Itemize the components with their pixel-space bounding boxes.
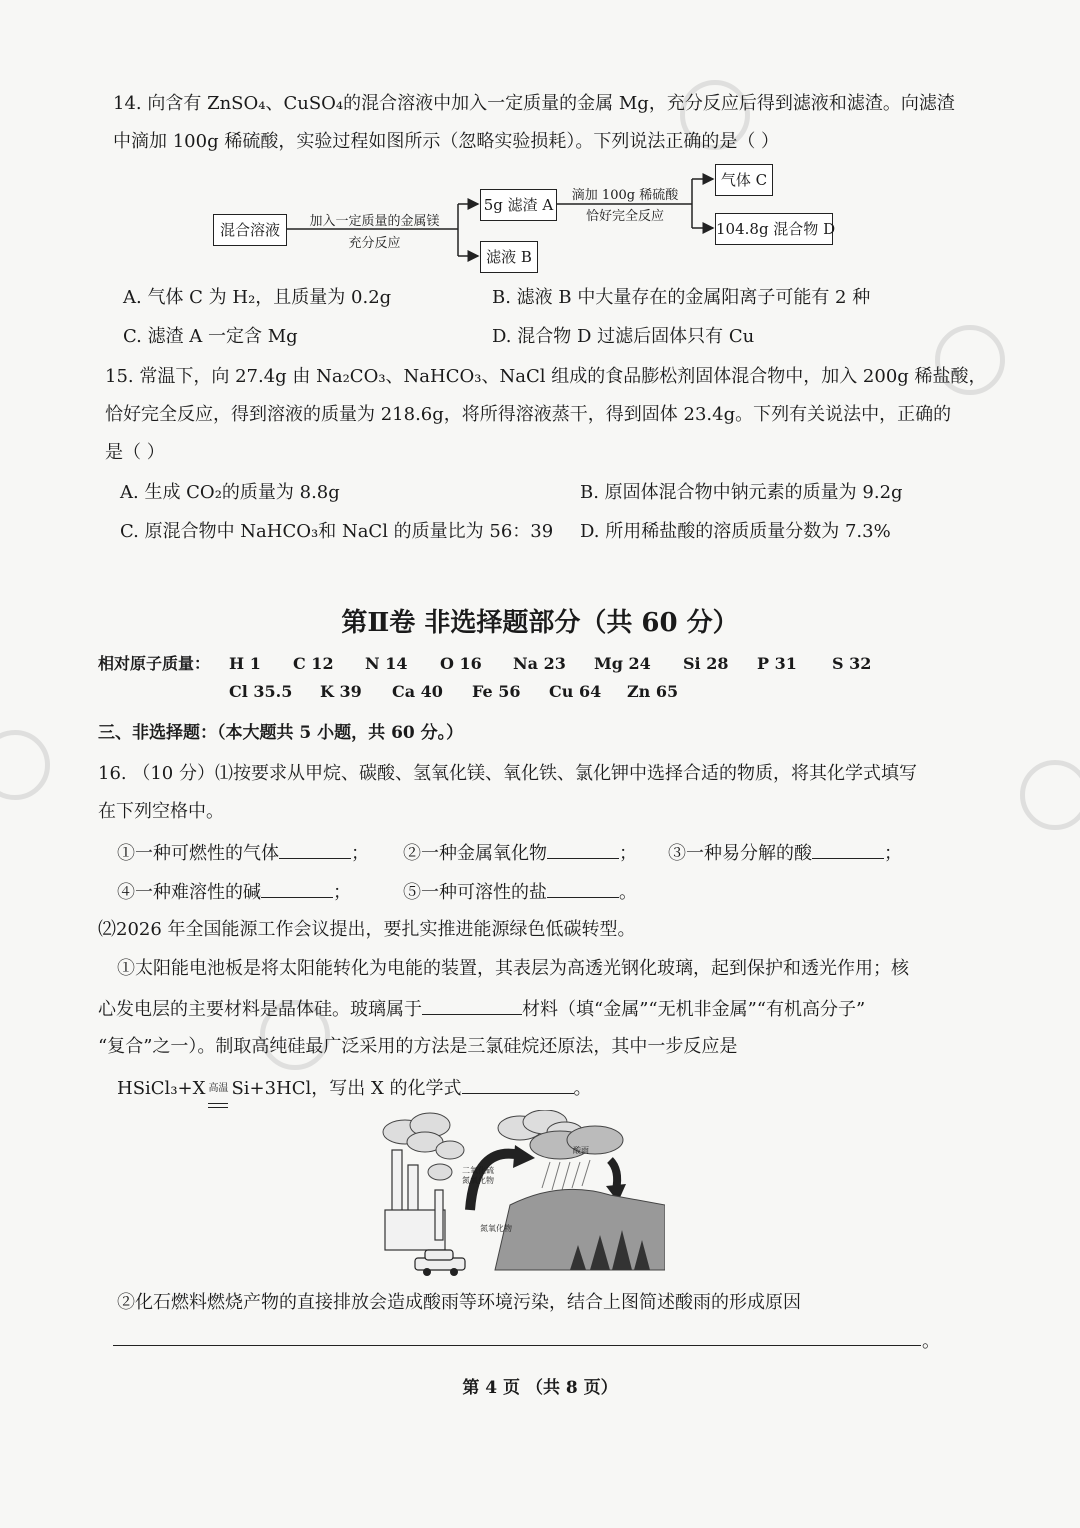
q16-item4	[117, 879, 351, 905]
q16-blank-2[interactable]	[547, 840, 619, 859]
q15-option-b: B. 原固体混合物中钠元素的质量为 9.2g	[580, 482, 903, 503]
q16-item3	[668, 840, 902, 866]
equation-period: 。	[573, 1078, 592, 1099]
q15-option-d: D. 所用稀盐酸的溶质质量分数为 7.3%	[580, 521, 891, 542]
flow-step2-bottom: 恰好完全反应	[585, 209, 664, 224]
flow-step1-bottom: 充分反应	[348, 236, 401, 251]
q16-item2	[403, 840, 637, 866]
q16-blank-3[interactable]	[812, 840, 884, 859]
q14-line2: 中滴加 100g 稀硫酸，实验过程如图所示（忽略实验损耗）。下列说法正确的是（ ）	[113, 131, 780, 152]
atomic-mass-item: Ca 40	[392, 682, 443, 701]
q16-part2-2: ②化石燃料燃烧产物的直接排放会造成酸雨等环境污染，结合上图简述酸雨的形成原因	[117, 1292, 801, 1313]
q16-item1	[117, 840, 369, 866]
q16-blank-4[interactable]	[261, 879, 333, 898]
q16-item5-label: ⑤一种可溶性的盐	[403, 882, 547, 903]
atomic-mass-item: Mg 24	[594, 654, 651, 673]
flow-gas-box: 气体 C	[715, 164, 773, 196]
flow-step1-top: 加入一定质量的金属镁	[309, 214, 440, 229]
q15-option-a: A. 生成 CO₂的质量为 8.8g	[120, 482, 340, 503]
q16-part2-1-line3: “复合”之一）。制取高纯硅最广泛采用的方法是三氯硅烷还原法，其中一步反应是	[98, 1036, 738, 1057]
flow-mixture-box: 104.8g 混合物 D	[715, 213, 833, 245]
q16-blank-x[interactable]	[462, 1075, 574, 1094]
equation-left: HSiCl₃+X	[117, 1078, 206, 1099]
q14-line1: 14. 向含有 ZnSO₄、CuSO₄的混合溶液中加入一定质量的金属 Mg，充分反应后得到滤液和滤渣。向滤渣	[113, 93, 955, 114]
atomic-mass-item: H 1	[229, 654, 261, 673]
atomic-mass-item: Na 23	[513, 654, 566, 673]
fig-label-nox2: 氮氧化物	[480, 1224, 512, 1233]
q16-item3-label: ③一种易分解的酸	[668, 843, 812, 864]
q16-item5-period: 。	[619, 882, 637, 903]
q15-option-c: C. 原混合物中 NaHCO₃和 NaCl 的质量比为 56：39	[120, 521, 554, 542]
q14-option-c: C. 滤渣 A 一定含 Mg	[123, 326, 298, 347]
atomic-mass-item: Cl 35.5	[229, 682, 293, 701]
acid-rain-illustration	[380, 1110, 665, 1280]
flow-filtrate-box: 滤液 B	[480, 241, 538, 273]
atomic-mass-item: Si 28	[683, 654, 729, 673]
atomic-mass-item: Fe 56	[472, 682, 521, 701]
atomic-mass-item: O 16	[440, 654, 482, 673]
watermark-icon	[1020, 760, 1080, 830]
q16-line2: 在下列空格中。	[98, 801, 224, 822]
q15-line3: 是（ ）	[105, 442, 165, 463]
atomic-mass-item: S 32	[832, 654, 872, 673]
q16-item5	[403, 879, 637, 905]
flow-arrows	[0, 0, 1080, 300]
atomic-mass-item: C 12	[293, 654, 334, 673]
q16-equation	[117, 1075, 592, 1101]
q16-item2-label: ②一种金属氧化物	[403, 843, 547, 864]
atomic-mass-item: K 39	[320, 682, 362, 701]
part2-title: 第Ⅱ卷 非选择题部分（共 60 分）	[341, 608, 739, 638]
q16-item4-semicolon: ；	[333, 882, 351, 903]
q16-part2-1-line1: ①太阳能电池板是将太阳能转化为电能的装置，其表层为高透光钢化玻璃，起到保护和透光作用；核	[117, 958, 909, 979]
q16-answer-line[interactable]	[113, 1345, 921, 1346]
watermark-icon	[0, 730, 50, 800]
atomic-mass-label: 相对原子质量：	[98, 654, 211, 673]
page-footer: 第 4 页 （共 8 页）	[462, 1378, 618, 1398]
equation-right: Si+3HCl，写出 X 的化学式	[231, 1078, 462, 1099]
q16-line1: 16. （10 分）⑴按要求从甲烷、碳酸、氢氧化镁、氧化铁、氯化钾中选择合适的物质，将其化学式填写	[98, 763, 917, 784]
fig-label-acid-rain: 酸雨	[573, 1146, 589, 1155]
equation-condition: 高温	[208, 1083, 229, 1094]
q15-line2: 恰好完全反应，得到溶液的质量为 218.6g，将所得溶液蒸干，得到固体 23.4g。下列有关说法中，正确的	[105, 404, 952, 425]
q14-option-b: B. 滤液 B 中大量存在的金属阳离子可能有 2 种	[492, 287, 871, 308]
fig-label-so2: 二氧化硫	[462, 1166, 494, 1175]
q14-option-d: D. 混合物 D 过滤后固体只有 Cu	[492, 326, 755, 347]
answer-line-period: 。	[922, 1331, 940, 1352]
fig-label-nox1: 氮氧化物	[462, 1176, 494, 1185]
q16-blank-5[interactable]	[547, 879, 619, 898]
atomic-mass-item: Cu 64	[549, 682, 602, 701]
q16-item1-label: ①一种可燃性的气体	[117, 843, 279, 864]
q16-blank-glass[interactable]	[422, 996, 522, 1015]
atomic-mass-item: P 31	[757, 654, 797, 673]
q16-blank-1[interactable]	[279, 840, 351, 859]
flow-residue-box: 5g 滤渣 A	[480, 189, 557, 221]
acid-rain-figure	[380, 1110, 665, 1280]
section3-heading: 三、非选择题：（本大题共 5 小题，共 60 分。）	[98, 723, 464, 743]
q16-part2-1-line2	[98, 996, 865, 1022]
flow-step2-top: 滴加 100g 稀硫酸	[571, 188, 679, 203]
atomic-mass-item: Zn 65	[627, 682, 679, 701]
q15-line1: 15. 常温下，向 27.4g 由 Na₂CO₃、NaHCO₃、NaCl 组成的食品膨松剂固体混合物中，加入 200g 稀盐酸，	[105, 366, 987, 387]
flow-start-box: 混合溶液	[213, 214, 287, 246]
q16-part2-1-line2-tail: 材料（填“金属”“无机非金属”“有机高分子”	[522, 999, 866, 1020]
q14-option-a: A. 气体 C 为 H₂，且质量为 0.2g	[123, 287, 392, 308]
q16-item1-semicolon: ；	[351, 843, 369, 864]
q16-item2-semicolon: ；	[619, 843, 637, 864]
q16-item4-label: ④一种难溶性的碱	[117, 882, 261, 903]
q16-item3-semicolon: ；	[884, 843, 902, 864]
q16-part2-intro: ⑵2026 年全国能源工作会议提出，要扎实推进能源绿色低碳转型。	[98, 919, 636, 940]
atomic-mass-item: N 14	[365, 654, 408, 673]
q16-part2-1-line2-head: 心发电层的主要材料是晶体硅。玻璃属于	[98, 999, 422, 1020]
